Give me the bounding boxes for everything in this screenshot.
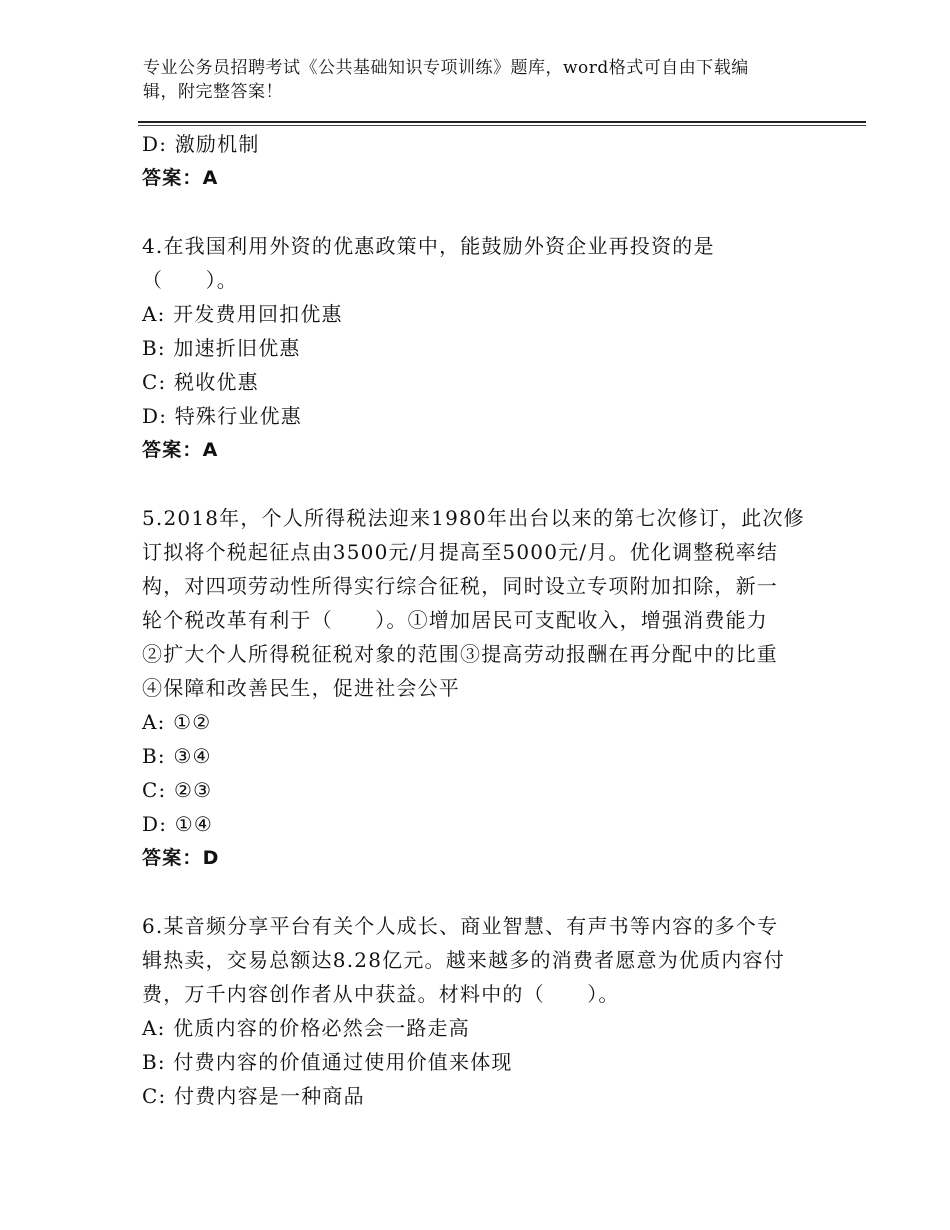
header-line-1: 专业公务员招聘考试《公共基础知识专项训练》题库，word格式可自由下载编 <box>143 58 749 78</box>
q5-stem-line: ④保障和改善民生，促进社会公平 <box>142 676 460 700</box>
header-divider-thin <box>138 125 866 126</box>
question-content <box>142 127 812 1113</box>
q3-option-d: D: 激励机制 <box>142 132 260 156</box>
q4-option-c: C: 税收优惠 <box>142 370 259 394</box>
q5-option-a: A: ①② <box>142 710 212 734</box>
q5-stem-line: ②扩大个人所得税征税对象的范围③提高劳动报酬在再分配中的比重 <box>142 642 778 666</box>
question-spacer <box>142 467 812 501</box>
q5-option-b: B: ③④ <box>142 744 212 768</box>
q6-option-a: A: 优质内容的价格必然会一路走高 <box>142 1016 470 1040</box>
q4-option-a: A: 开发费用回扣优惠 <box>142 302 343 326</box>
q6-stem-line: 辑热卖，交易总额达8.28亿元。越来越多的消费者愿意为优质内容付 <box>142 948 785 972</box>
q6-stem-line: 费，万千内容创作者从中获益。材料中的（ ）。 <box>142 982 620 1006</box>
question-4 <box>142 229 812 467</box>
q4-stem-line: 4.在我国利用外资的优惠政策中，能鼓励外资企业再投资的是 <box>142 234 715 258</box>
q6-option-b: B: 付费内容的价值通过使用价值来体现 <box>142 1050 513 1074</box>
q6-option-c: C: 付费内容是一种商品 <box>142 1084 365 1108</box>
question-spacer <box>142 875 812 909</box>
q5-stem-line: 订拟将个税起征点由3500元/月提高至5000元/月。优化调整税率结 <box>142 540 779 564</box>
q4-option-b: B: 加速折旧优惠 <box>142 336 301 360</box>
q5-option-c: C: ②③ <box>142 778 213 802</box>
q5-stem-line: 轮个税改革有利于（ ）。①增加居民可支配收入，增强消费能力 <box>142 608 768 632</box>
q4-stem-line: （ ）。 <box>142 268 238 292</box>
q4-answer: 答案：A <box>142 439 219 461</box>
question-spacer <box>142 195 812 229</box>
q5-answer: 答案：D <box>142 847 220 869</box>
document-header <box>143 56 823 104</box>
question-5 <box>142 501 812 875</box>
q5-stem-line: 5.2018年，个人所得税法迎来1980年出台以来的第七次修订，此次修 <box>142 506 805 530</box>
q4-option-d: D: 特殊行业优惠 <box>142 404 302 428</box>
q3-answer: 答案：A <box>142 167 219 189</box>
question-6 <box>142 909 812 1113</box>
header-line-2: 辑，附完整答案！ <box>143 82 283 102</box>
q5-option-d: D: ①④ <box>142 812 213 836</box>
q6-stem-line: 6.某音频分享平台有关个人成长、商业智慧、有声书等内容的多个专 <box>142 914 779 938</box>
header-divider-thick <box>138 121 866 123</box>
q5-stem-line: 构，对四项劳动性所得实行综合征税，同时设立专项附加扣除，新一 <box>142 574 778 598</box>
